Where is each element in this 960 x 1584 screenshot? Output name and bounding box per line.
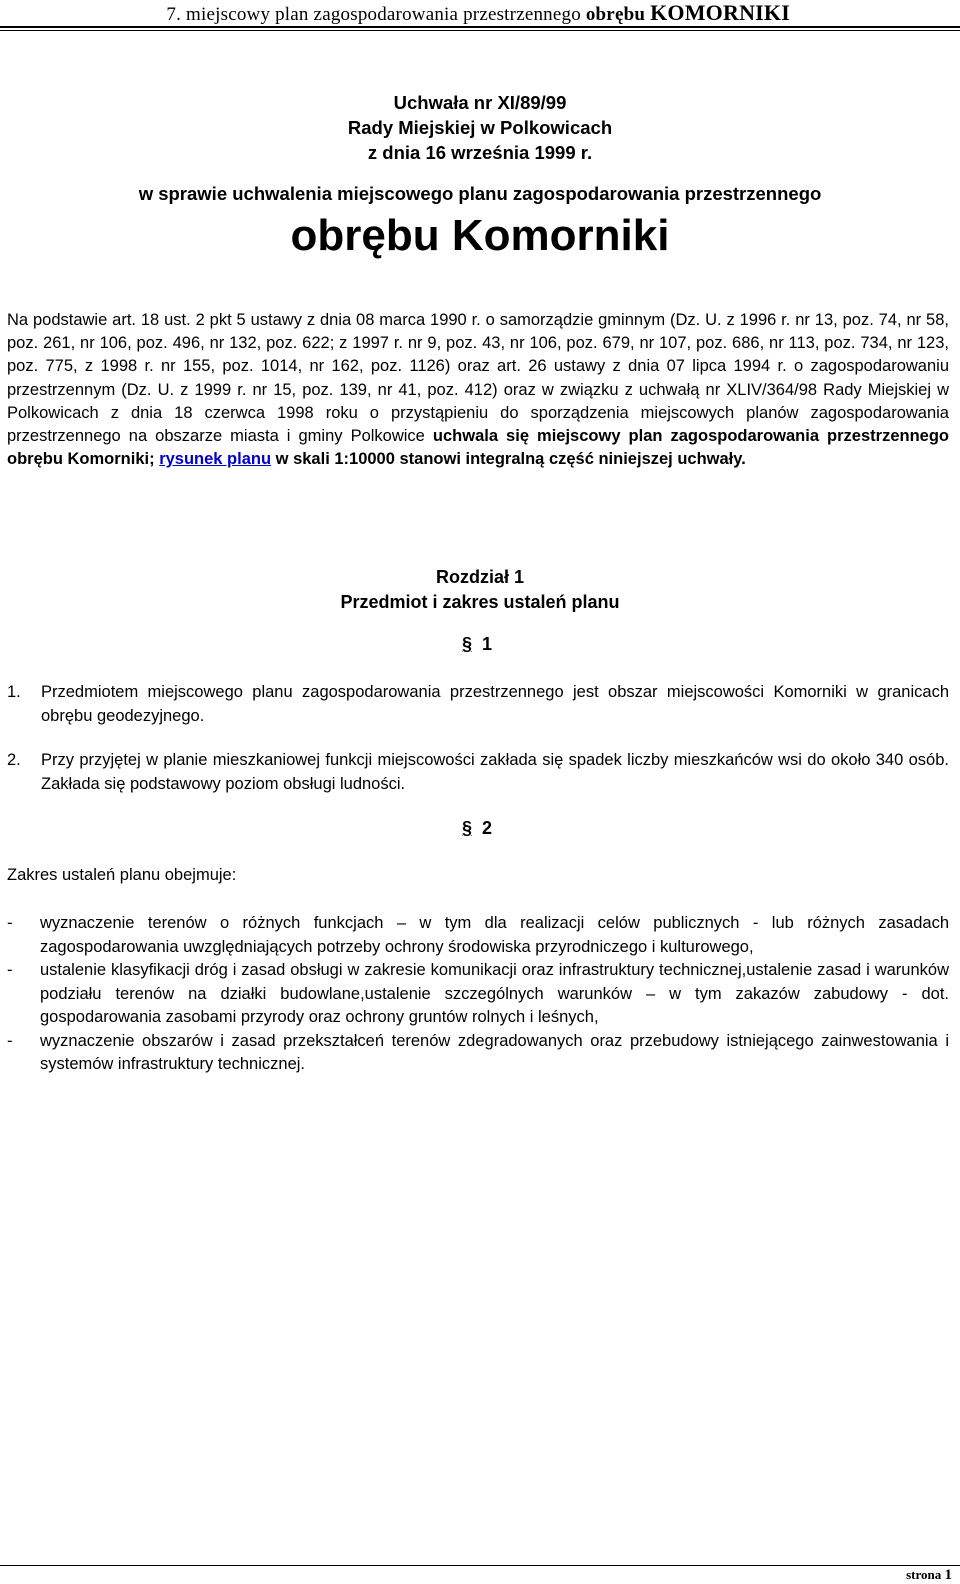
list-item: [7, 1030, 949, 1077]
resolution-council: Rady Miejskiej w Polkowicach: [347, 117, 613, 138]
document-title: obrębu Komorniki: [290, 211, 670, 260]
header-name: KOMORNIKI: [650, 0, 790, 25]
preamble-text: Na podstawie art. 18 ust. 2 pkt 5 ustawy z dnia 08 marca 1990 r. o samorządzie gminnym (Dz. U. z 1996 r. nr 13, poz. 74, nr 58, poz. 261, nr 106, poz. 496, nr 132, poz. 622; z 1997 r. nr 9, poz. 43, nr 106, poz. 679, nr 107, poz. 686, nr 113, poz. 734, nr 123, poz. 775, z 1998 r. nr 155, poz. 1014, nr 162, poz. 1126) oraz art. 26 ustawy z dnia 07 lipca 1994 r. o zagospodarowaniu przestrzennym (Dz. U. z 1999 r. nr 15, poz. 139, nr 41, poz. 412) oraz w związku z uchwałą nr XLIV/364/98 Rady Miejskiej w Polkowicach z dnia 18 czerwca 1998 roku o przystąpieniu do sporządzenia miejscowych planów zagospodarowania przestrzennego na obszarze miasta i gminy Polkowice: [7, 311, 949, 446]
scope-text: ustalenie klasyfikacji dróg i zasad obsługi w zakresie komunikacji oraz infrastruktury technicznej,ustalenie zasad i warunków podziału terenów na działki budowlane,ustalenie szczególnych warunków – w tym zakazów zabudowy - dot. gospodarowania zasobami przyrody oraz ochrony gruntów rolnych i leśnych,: [40, 961, 949, 1026]
preamble-bold-end: w skali 1:10000 stanowi integralną część niniejszej uchwały.: [275, 450, 746, 469]
header-obrebu: obrębu: [585, 4, 646, 25]
header-text: miejscowy plan zagospodarowania przestrzennego: [186, 4, 581, 25]
chapter-label: Rozdział 1: [435, 567, 524, 587]
header-title: [166, 0, 790, 26]
preamble-bold: uchwala się miejscowy plan zagospodarowania przestrzennego obrębu Komorniki;: [7, 427, 949, 469]
item-number: 2.: [7, 751, 21, 769]
section-1-heading: [462, 634, 492, 655]
scope-label: Zakres ustaleń planu obejmuje:: [7, 866, 237, 884]
page-value: 1: [944, 1567, 952, 1583]
resolution-number: Uchwała nr XI/89/99: [393, 92, 567, 113]
plan-drawing-link[interactable]: rysunek planu: [159, 450, 272, 469]
scope-text: wyznaczenie obszarów i zasad przekształceń terenów zdegradowanych oraz przebudowy istniejącego zainwestowania i systemów infrastruktury technicznej.: [40, 1031, 949, 1073]
chapter-title: Przedmiot i zakres ustaleń planu: [340, 592, 620, 612]
footer-rule: [0, 1565, 960, 1566]
resolution-heading: [0, 90, 960, 165]
page-footer: [0, 1565, 960, 1584]
header-number: 7.: [166, 4, 182, 25]
section-sign: §: [462, 818, 473, 838]
subject-line: w sprawie uchwalenia miejscowego planu zagospodarowania przestrzennego: [138, 183, 822, 204]
scope-list: [7, 912, 949, 1077]
scope-text: wyznaczenie terenów o różnych funkcjach – w tym dla realizacji celów publicznych - lub różnych zasadach zagospodarowania uwzględniających potrzeby ochrony środowiska przyrodniczego i kulturowego,: [40, 914, 949, 956]
item-text: Przy przyjętej w planie mieszkaniowej funkcji miejscowości zakłada się spadek liczby mieszkańców wsi do około 340 osób. Zakłada się podstawowy poziom obsługi ludności.: [41, 751, 949, 793]
item-number: 1.: [7, 683, 21, 701]
page-label: strona: [906, 1567, 942, 1582]
resolution-date: z dnia 16 września 1999 r.: [367, 142, 593, 163]
header-rule: [0, 26, 960, 28]
list-item: [7, 912, 949, 959]
list-item: [7, 748, 949, 796]
item-text: Przedmiotem miejscowego planu zagospodarowania przestrzennego jest obszar miejscowości Komorniki w granicach obrębu geodezyjnego.: [41, 683, 949, 725]
header-rule-thin: [0, 30, 960, 31]
dash-bullet: -: [7, 961, 13, 979]
dash-bullet: -: [7, 914, 13, 932]
list-item: [7, 680, 949, 728]
section-number: 1: [482, 634, 493, 654]
preamble: [7, 309, 949, 471]
dash-bullet: -: [7, 1031, 13, 1050]
section-number: 2: [482, 818, 493, 838]
section-2-heading: [462, 818, 492, 839]
page-header: [0, 0, 960, 30]
list-item: [7, 959, 949, 1030]
page-number: [906, 1567, 952, 1584]
section-sign: §: [462, 634, 473, 654]
chapter-heading: [0, 565, 960, 615]
